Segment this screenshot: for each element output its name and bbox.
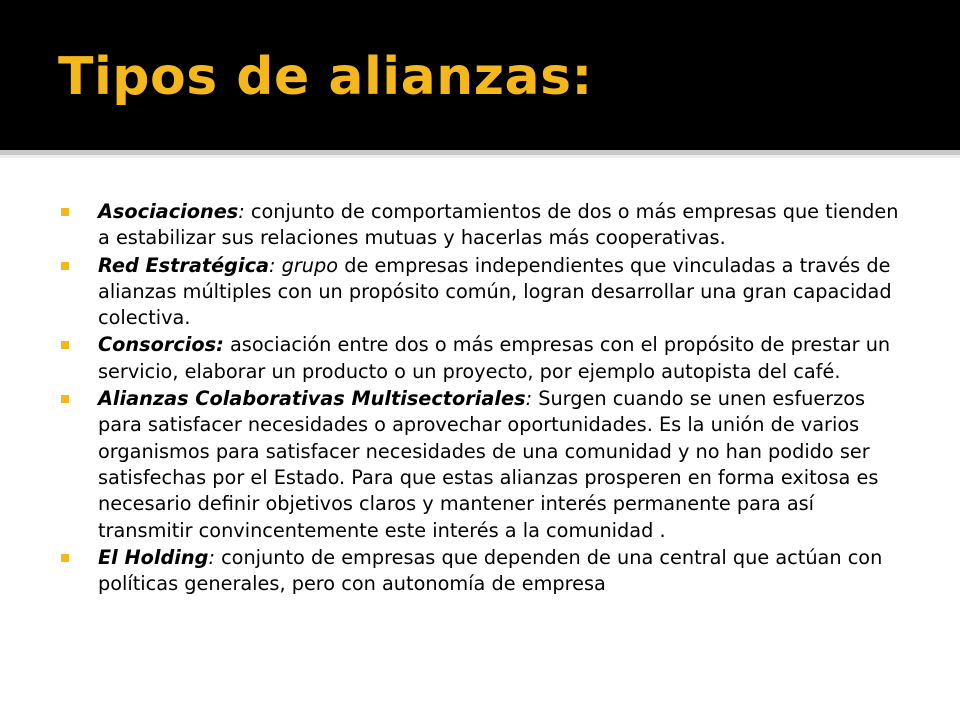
item-separator: : grupo [269,253,339,277]
slide-title: Tipos de alianzas: [58,47,593,107]
list-item-asociaciones [61,199,906,252]
item-term: Consorcios: [98,333,224,357]
item-text: asociación entre dos o más empresas con el propósito de prestar un servicio, elaborar un producto o un proyecto, por ejemplo autopista del café. [98,333,891,383]
title-divider-highlight [0,155,960,158]
list-item-red-estrategica [61,253,906,332]
square-bullet-icon [61,554,69,562]
item-separator: : [238,200,245,223]
item-separator: : [208,545,215,569]
square-bullet-icon [61,341,69,349]
item-term: El Holding [98,545,209,569]
square-bullet-icon [61,395,69,403]
title-band [0,0,960,150]
list-item-consorcios [61,332,906,385]
item-term: Red Estratégica [98,253,270,277]
item-separator: : [525,387,533,411]
item-text: conjunto de empresas que dependen de una central que actúan con políticas generales, pero con autonomía de empresa [98,545,883,596]
list-item-alianzas-colaborativas [61,386,906,544]
list-item-holding [61,545,906,598]
item-text: conjunto de comportamientos de dos o más empresas que tienden a estabilizar sus relaciones mutuas y hacerlas más cooperativas. [98,200,899,250]
item-term: Alianzas Colaborativas Multisectoriales [98,387,526,411]
bullet-list [61,199,906,598]
item-term: Asociaciones [98,200,239,223]
item-text: Surgen cuando se unen esfuerzos para satisfacer necesidades o aprovechar oportunidades. Es la unión de varios organismos para satisfacer necesidades de una comunidad y no han podido ser satisfechas por el Estado. Para que estas alianzas prosperen en forma exitosa es necesario definir objetivos claros y mantener interés permanente para así transmitir convincentemente este interés a la comunidad . [98,387,879,542]
square-bullet-icon [61,262,69,270]
item-text: de empresas independientes que vinculadas a través de alianzas múltiples con un propósito común, logran desarrollar una gran capacidad colectiva. [98,253,892,330]
square-bullet-icon [61,208,69,216]
